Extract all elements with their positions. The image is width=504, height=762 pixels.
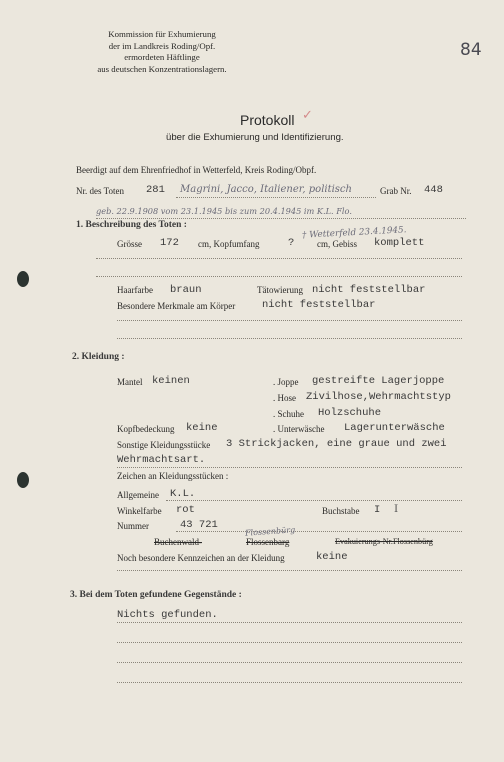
dead-no-label: Nr. des Toten: [76, 186, 124, 196]
clothing-marks-title: Zeichen an Kleidungsstücken :: [117, 471, 229, 481]
underwear-value: Lagerunterwäsche: [344, 422, 445, 434]
cm-gebiss-label: cm, Gebiss: [317, 239, 357, 249]
headwear-label: Kopfbedeckung: [117, 424, 175, 434]
trousers-label: . Hose: [273, 393, 296, 403]
marks-label: Besondere Merkmale am Körper: [117, 301, 236, 311]
coat-label: Mantel: [117, 377, 143, 387]
other-value-1: 3 Strickjacken, eine graue und zwei: [226, 438, 447, 450]
letter-value-mark: I: [394, 503, 399, 515]
page-subtitle: über die Exhumierung und Identifizierung.: [166, 132, 344, 143]
jacket-label: . Joppe: [273, 377, 299, 387]
number-label: Nummer: [117, 521, 149, 531]
dead-no-value: 281: [146, 184, 165, 196]
other-value-2: Wehrmachtsart.: [117, 454, 206, 466]
org-line: der im Landkreis Roding/Opf.: [108, 40, 216, 51]
birth-handwritten: geb. 22.9.1908 vom 23.1.1945 bis zum 20.4.1945 im K.L. Flo.: [96, 206, 352, 216]
other-label: Sonstige Kleidungsstücke: [117, 440, 211, 450]
size-label: Grösse: [117, 239, 142, 249]
section1-title: 1. Beschreibung des Toten :: [76, 220, 187, 230]
marks-value: nicht feststellbar: [262, 299, 376, 311]
shoes-value: Holzschuhe: [318, 407, 382, 419]
special-marks-label: Noch besondere Kennzeichen an der Kleidung: [117, 553, 285, 563]
org-header: [72, 29, 252, 75]
grave-no-value: 448: [424, 184, 443, 196]
grave-no-label: Grab Nr.: [380, 186, 412, 196]
general-label: Allgemeine: [117, 490, 159, 500]
letter-value: I: [374, 504, 381, 516]
title-checkmark: ✓: [302, 108, 313, 123]
punch-hole-top: [17, 271, 29, 287]
angle-color-label: Winkelfarbe: [117, 506, 162, 516]
shoes-label: . Schuhe: [273, 409, 304, 419]
org-line: Kommission für Exhumierung: [108, 29, 216, 39]
tattoo-label: Tätowierung: [257, 285, 303, 295]
tattoo-value: nicht feststellbar: [312, 284, 426, 296]
jacket-value: gestreifte Lagerjoppe: [312, 375, 445, 387]
death-note: † Wetterfeld 23.4.1945.: [301, 225, 407, 241]
found-items-value: Nichts gefunden.: [117, 609, 218, 621]
special-marks-value: keine: [316, 551, 348, 563]
head-value: ?: [288, 237, 295, 249]
general-value: K.L.: [170, 488, 196, 500]
headwear-value: keine: [186, 422, 218, 434]
burial-line: Beerdigt auf dem Ehrenfriedhof in Wetterfeld, Kreis Roding/Obpf.: [76, 165, 317, 175]
hair-label: Haarfarbe: [117, 285, 153, 295]
section2-title: 2. Kleidung :: [72, 352, 125, 362]
number-value: 43 721: [180, 519, 218, 531]
hair-value: braun: [170, 284, 202, 296]
size-value: 172: [160, 237, 179, 249]
org-line: ermordeten Häftlinge: [124, 52, 200, 62]
buchenwald-struck: Buchenwald-: [154, 537, 202, 547]
section3-title: 3. Bei dem Toten gefundene Gegenstände :: [70, 590, 242, 600]
underwear-label: . Unterwäsche: [273, 424, 325, 434]
page-title: Protokoll: [240, 112, 295, 128]
trousers-value: Zivilhose,Wehrmachtstyp: [306, 391, 451, 403]
teeth-value: komplett: [374, 237, 425, 249]
coat-value: keinen: [152, 375, 190, 387]
name-handwritten: Magrini, Jacco, Italiener, politisch: [180, 184, 352, 195]
punch-hole-bottom: [17, 472, 29, 488]
page-number: 84: [460, 40, 482, 60]
flossenburg-handwritten: Flossenbürg: [244, 525, 296, 538]
letter-label: Buchstabe: [322, 506, 360, 516]
angle-color-value: rot: [176, 504, 195, 516]
org-line: aus deutschen Konzentrationslagern.: [97, 63, 227, 74]
cm-kopf-label: cm, Kopfumfang: [198, 239, 260, 249]
other-camp-struck: Evakuierungs-Nr.Flossenbürg: [335, 537, 433, 546]
flossbarg-struck: Flossenbarg: [246, 537, 290, 547]
